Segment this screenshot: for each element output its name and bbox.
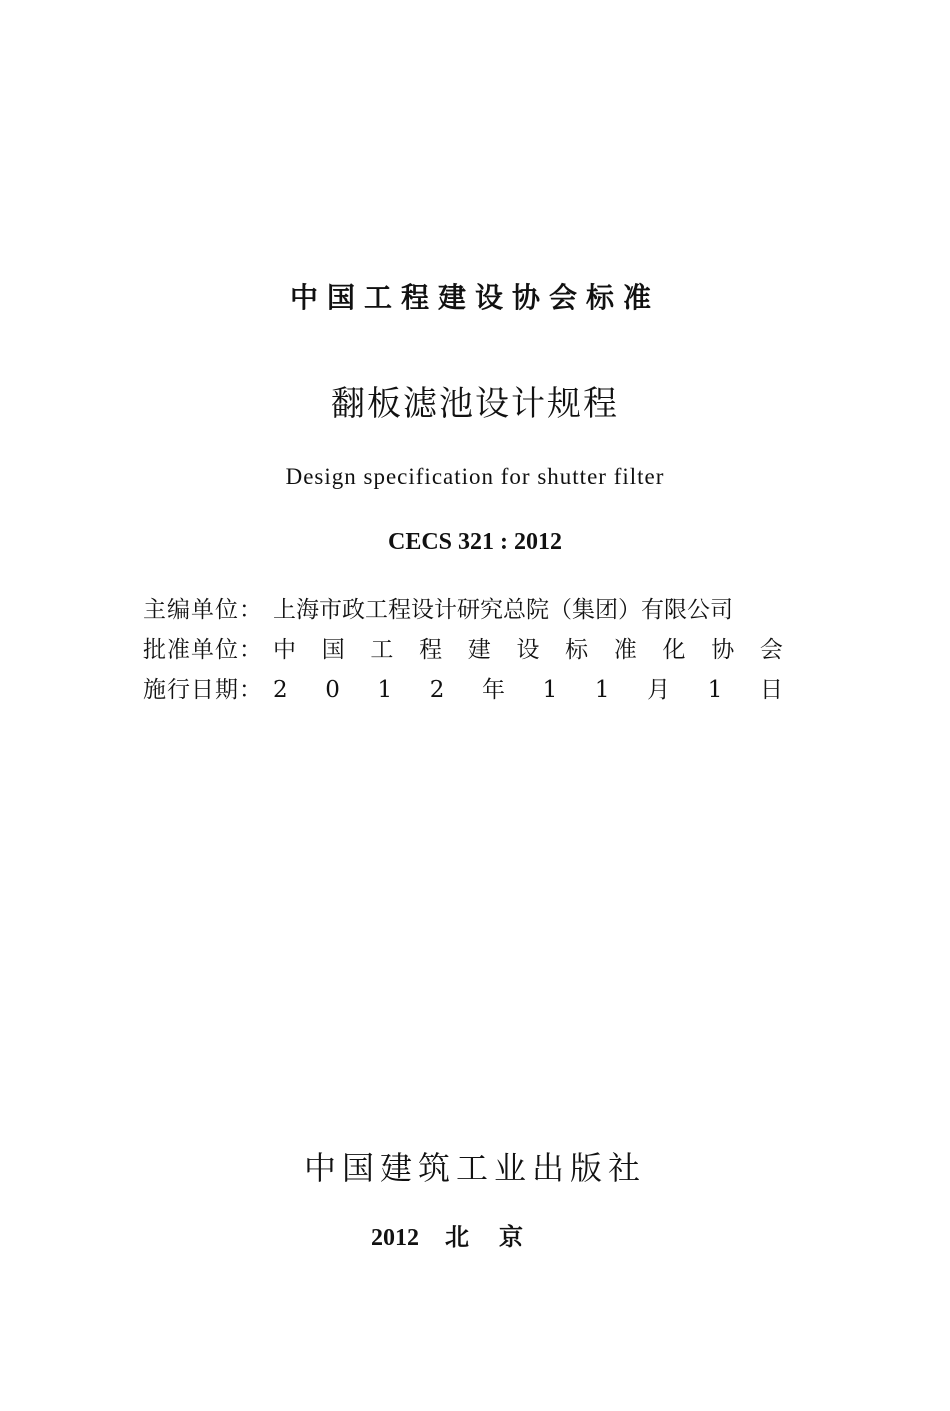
approver-char: 建 [467, 637, 491, 663]
date-char: 0 [325, 677, 340, 703]
effective-date-label: 施行日期： [143, 677, 263, 703]
approver-label: 批准单位： [143, 637, 263, 663]
date-char: 月 [647, 677, 671, 703]
approver-char: 准 [613, 637, 637, 663]
publication-city: 北京 [445, 1222, 553, 1251]
publication-year: 2012 [371, 1225, 419, 1251]
chief-editor-label: 主编单位： [143, 597, 263, 623]
approver-char: 中 [273, 637, 296, 663]
approver-char: 程 [419, 637, 443, 663]
approver-value [273, 633, 783, 667]
approver-char: 国 [321, 637, 345, 663]
approver-char: 工 [370, 637, 394, 663]
publication-year-city [371, 1221, 553, 1254]
approver-char: 标 [565, 637, 589, 663]
date-char: 2 [429, 677, 445, 703]
publisher-name: 中国建筑工业出版社 [303, 1149, 646, 1187]
effective-date-value [273, 673, 783, 707]
date-char: 日 [759, 677, 783, 703]
approver-char: 协 [711, 637, 735, 663]
effective-date-row [143, 673, 783, 707]
date-char: 1 [594, 677, 610, 703]
organization-standard-heading: 中国工程建设协会标准 [289, 281, 660, 314]
date-char: 1 [542, 677, 558, 703]
date-char: 1 [377, 677, 393, 703]
approver-char: 设 [516, 637, 540, 663]
date-char: 1 [707, 677, 723, 703]
date-char: 年 [482, 677, 505, 703]
date-char: 2 [273, 677, 288, 703]
document-title-chinese: 翻板滤池设计规程 [331, 384, 619, 424]
chief-editor-value: 上海市政工程设计研究总院（集团）有限公司 [273, 597, 733, 623]
document-title-english: Design specification for shutter filter [285, 464, 665, 489]
standard-code: CECS 321 : 2012 [387, 529, 562, 555]
approver-char: 会 [759, 637, 783, 663]
chief-editor-row [143, 593, 783, 627]
approver-char: 化 [662, 637, 686, 663]
approver-row [143, 633, 783, 667]
